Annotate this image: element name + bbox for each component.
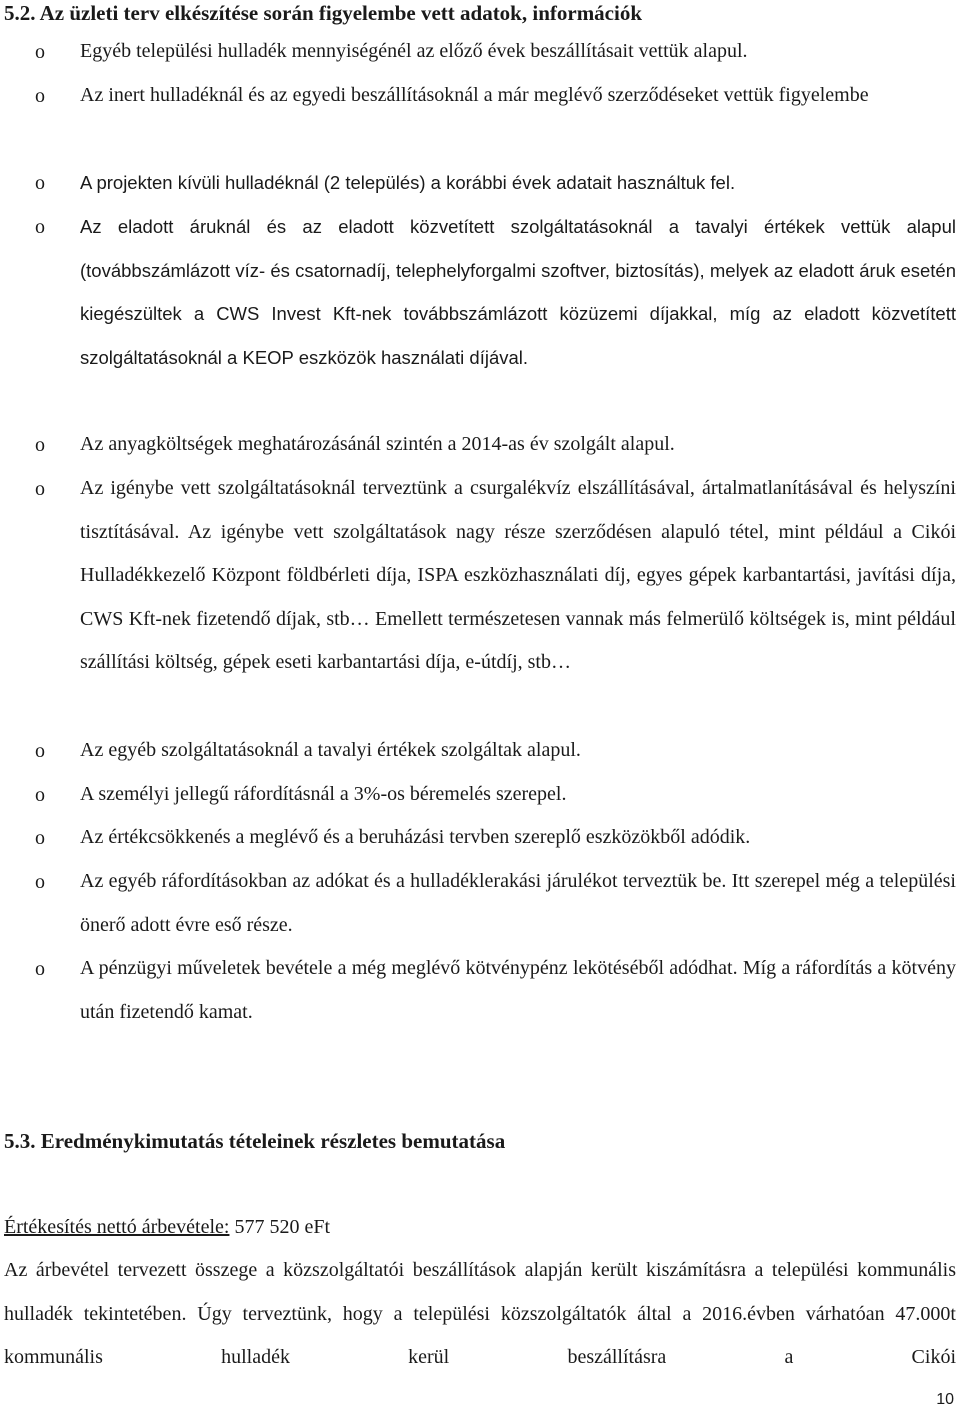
bullet-marker: o — [35, 434, 45, 456]
list-item-text: Az anyagköltségek meghatározásánál szintén a 2014-as év szolgált alapul. — [80, 433, 675, 455]
list-item-text: Az igénybe vett szolgáltatásoknál terveztünk a csurgalékvíz elszállításával, ártalmatlanításával és helyszíni tisztításával. Az igénybe vett szolgáltatások nagy része szerződésen alapuló tétel, mint például a Cikói Hulladékkezelő Központ földbérleti díja, ISPA eszközhasználati díj, egyes gépek karbantartási, javítási díja, CWS Kft-nek fizetendő díjak, stb… Emellett természetesen vannak más felmerülő költségek is, mint például szállítási költség, gépek eseti karbantartási díja, e-útdíj, stb… — [80, 477, 956, 674]
bullet-marker: o — [35, 871, 45, 893]
list-item-text: Az értékcsökkenés a meglévő és a beruházási tervben szereplő eszközökből adódik. — [80, 826, 751, 848]
list-item-text: Az egyéb ráfordításokban az adókat és a hulladéklerakási járulékot terveztük be. Itt szerepel még a települési önerő adott évre eső része. — [80, 870, 956, 936]
page-number: 10 — [936, 1391, 954, 1408]
revenue-value: 577 520 eFt — [234, 1216, 331, 1238]
list-item-text: Egyéb települési hulladék mennyiségénél az előző évek beszállításait vettük alapul. — [80, 40, 748, 62]
section-heading-5-3: 5.3. Eredménykimutatás tételeinek részletes bemutatása — [4, 1129, 506, 1153]
list-item-text: Az egyéb szolgáltatásoknál a tavalyi értékek szolgáltak alapul. — [80, 739, 581, 761]
bullet-marker: o — [35, 740, 45, 762]
bullet-marker: o — [35, 827, 45, 849]
bullet-marker: o — [35, 172, 45, 194]
revenue-line — [4, 1213, 330, 1241]
list-item-text: A pénzügyi műveletek bevétele a még meglévő kötvénypénz lekötéséből adódhat. Míg a ráfordítás a kötvény után fizetendő kamat. — [80, 957, 956, 1023]
bullet-marker: o — [35, 216, 45, 238]
bullet-marker: o — [35, 478, 45, 500]
section-heading-5-2: 5.2. Az üzleti terv elkészítése során figyelembe vett adatok, információk — [4, 1, 643, 25]
list-item-text: A személyi jellegű ráfordításnál a 3%-os béremelés szerepel. — [80, 783, 567, 805]
bullet-marker: o — [35, 958, 45, 980]
list-item-text: Az inert hulladéknál és az egyedi beszállításoknál a már meglévő szerződéseket vettük figyelembe — [80, 84, 869, 106]
revenue-paragraph: Az árbevétel tervezett összege a közszolgáltatói beszállítások alapján került kiszámításra a települési kommunális hulladék tekintetében. Úgy terveztünk, hogy a települési közszolgáltatók által a 2016.évben várhatóan 47.000t kommunális hulladék kerül beszállításra a Cikói — [4, 1259, 956, 1368]
bullet-marker: o — [35, 784, 45, 806]
bullet-marker: o — [35, 85, 45, 107]
bullet-marker: o — [35, 41, 45, 63]
list-item-text: A projekten kívüli hulladéknál (2 település) a korábbi évek adatait használtuk fel. — [80, 172, 736, 193]
list-item-text: Az eladott áruknál és az eladott közvetített szolgáltatásoknál a tavalyi értékek vettük alapul (továbbszámlázott víz- és csatornadíj, telephelyforgalmi szoftver, biztosítás), melyek az eladott áruk esetén kiegészültek a CWS Invest Kft-nek továbbszámlázott közüzemi díjakkal, míg az eladott közvetített szolgáltatásoknál a KEOP eszközök használati díjával. — [80, 216, 956, 368]
revenue-label: Értékesítés nettó árbevétele: — [4, 1216, 230, 1238]
